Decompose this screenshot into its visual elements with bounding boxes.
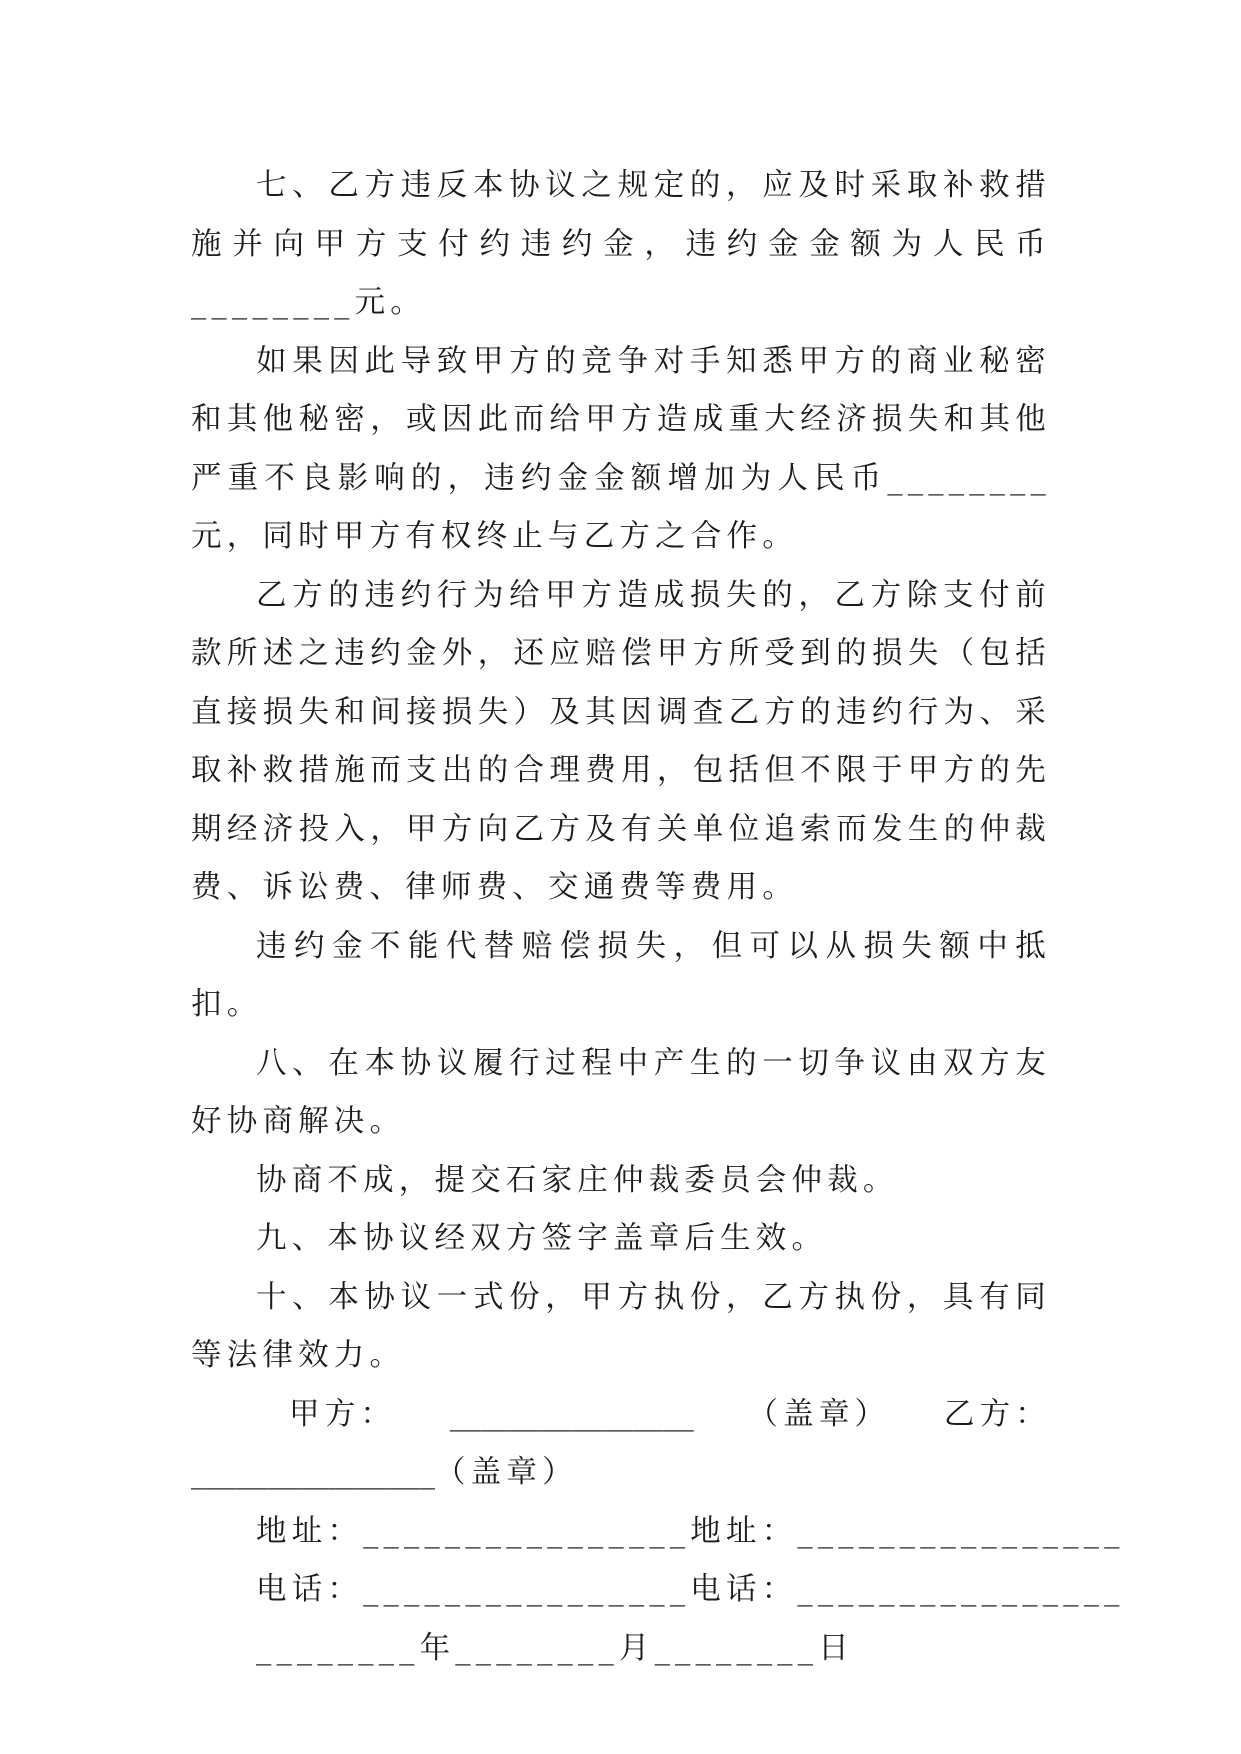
clause-eight-arbitration <box>191 1152 1051 1211</box>
text-line: 向甲方支付约违约金，违约金金额为人民币________元。 <box>191 226 1051 320</box>
address-row: 地址：________________地址：________________ <box>256 1513 1125 1549</box>
text-line: 向乙方及有关单位追索而发生的仲裁费、诉讼费、律师费、 <box>191 811 1051 905</box>
text-line: 和间接损失）及其因调查乙方的违约行为、采取补救措施而 <box>191 694 1051 788</box>
clause-ten <box>191 1269 1051 1386</box>
clause-nine <box>191 1210 1051 1269</box>
text-line: 九、本协议经双方签字盖章后生效。 <box>256 1221 828 1256</box>
text-line: 述之违约金外，还应赔偿甲方所受到的损失（包括直接损失 <box>191 636 1051 730</box>
party-a-signature-blank: ________________ <box>449 1396 694 1432</box>
clause-seven <box>191 157 1051 333</box>
clause-seven-escalation <box>191 333 1051 567</box>
text-line: 律效力。 <box>262 1338 406 1373</box>
clause-seven-deduction <box>191 918 1051 1035</box>
text-line: 八、在本协议履行过程中产生的一切争议由双方友好协 <box>191 1045 1051 1139</box>
text-line: 违约金不能代替赔偿损失，但可以从损失额中抵扣。 <box>191 928 1051 1022</box>
party-b-signature-blank: ________________ <box>191 1455 435 1490</box>
text-line: 其他秘密，或因此而给甲方造成重大经济损失和其他严重不 <box>191 402 1051 496</box>
text-line: 支出的合理费用，包括但不限于甲方的先期经济投入，甲方 <box>191 753 1051 847</box>
text-line: 七、乙方违反本协议之规定的，应及时采取补救措施并 <box>191 168 1051 262</box>
document-body <box>191 157 1125 1678</box>
text-line: 协商不成，提交石家庄仲裁委员会仲裁。 <box>256 1162 899 1198</box>
text-line: 乙方的违约行为给甲方造成损失的，乙方除支付前款所 <box>191 577 1051 671</box>
text-line: 良影响的，违约金金额增加为人民币________元，同时甲方 <box>191 460 1051 554</box>
phone-row: 电话：________________电话：________________ <box>256 1572 1125 1607</box>
date-row: ________年________月________日 <box>256 1630 854 1666</box>
signature-party-row <box>191 1386 1051 1445</box>
party-a-label: 甲方： <box>289 1396 397 1432</box>
text-line: 交通费等费用。 <box>548 870 798 905</box>
text-line: 商解决。 <box>262 1104 406 1139</box>
seal-a-label: （盖章） <box>747 1396 891 1432</box>
text-line: 如果因此导致甲方的竞争对手知悉甲方的商业秘密和 <box>191 343 1051 437</box>
seal-b-label: （盖章） <box>435 1455 578 1490</box>
party-b-label: 乙方： <box>943 1396 1051 1432</box>
clause-eight <box>191 1035 1051 1152</box>
text-line: 有权终止与乙方之合作。 <box>405 519 798 554</box>
text-line: 十、本协议一式份，甲方执份，乙方执份，具有同等法 <box>191 1279 1051 1373</box>
clause-seven-damages <box>191 567 1051 918</box>
signature-party-b-row <box>191 1444 1051 1503</box>
